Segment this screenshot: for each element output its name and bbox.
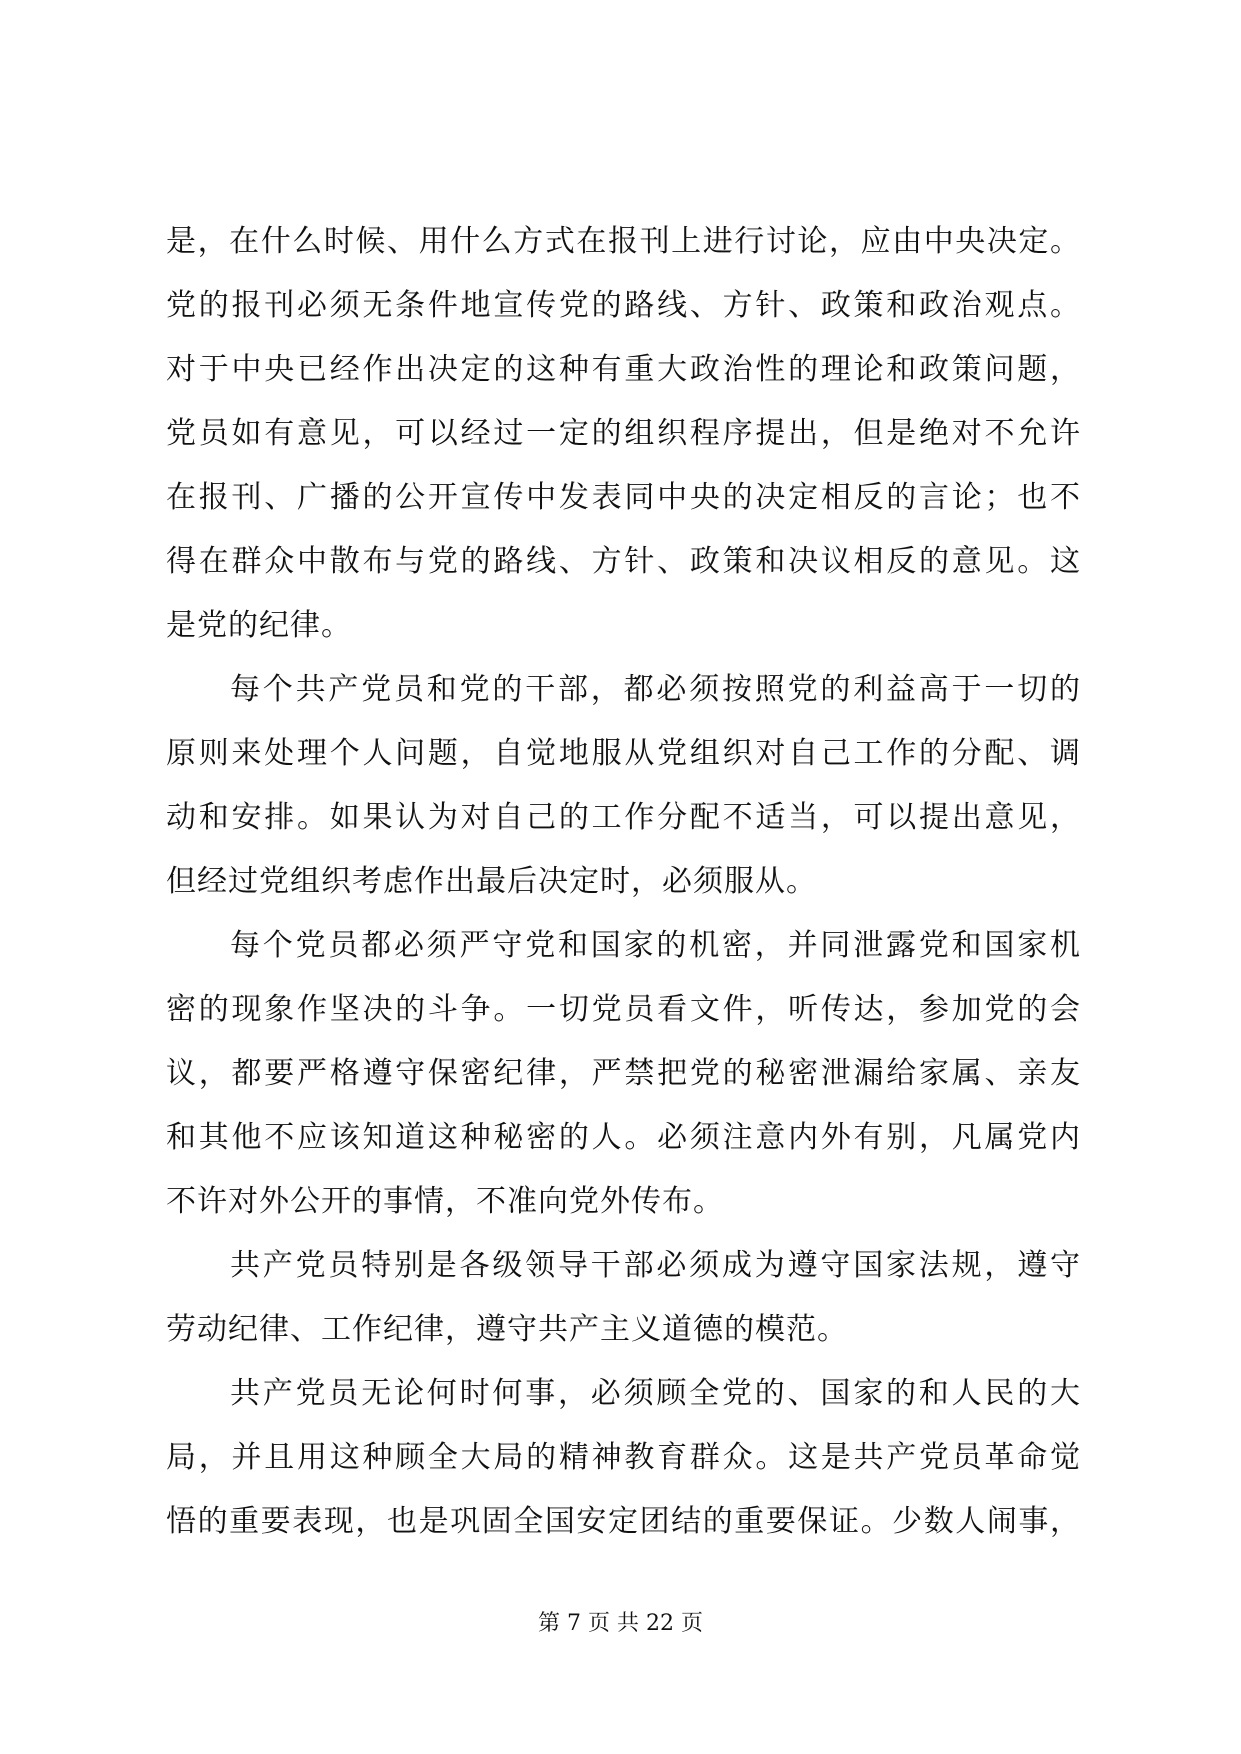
text-line: 和其他不应该知道这种秘密的人。必须注意内外有别，凡属党内 xyxy=(166,1120,1081,1155)
paragraph xyxy=(166,1362,1081,1554)
text-line: 局，并且用这种顾全大局的精神教育群众。这是共产党员革命觉 xyxy=(166,1440,1081,1475)
text-line: 劳动纪律、工作纪律，遵守共产主义道德的模范。 xyxy=(166,1312,848,1347)
text-line: 对于中央已经作出决定的这种有重大政治性的理论和政策问题， xyxy=(166,352,1081,387)
text-line: 党员如有意见，可以经过一定的组织程序提出，但是绝对不允许 xyxy=(166,416,1081,451)
paragraph xyxy=(166,210,1081,658)
paragraph xyxy=(166,914,1081,1234)
text-line: 议，都要严格遵守保密纪律，严禁把党的秘密泄漏给家属、亲友 xyxy=(166,1056,1081,1091)
text-line: 是党的纪律。 xyxy=(166,608,352,643)
text-line: 每个党员都必须严守党和国家的机密，并同泄露党和国家机 xyxy=(230,928,1081,963)
text-line: 在报刊、广播的公开宣传中发表同中央的决定相反的言论；也不 xyxy=(166,480,1081,515)
text-line: 共产党员特别是各级领导干部必须成为遵守国家法规，遵守 xyxy=(230,1248,1081,1283)
text-line: 动和安排。如果认为对自己的工作分配不适当，可以提出意见， xyxy=(166,800,1081,835)
text-line: 密的现象作坚决的斗争。一切党员看文件，听传达，参加党的会 xyxy=(166,992,1081,1027)
text-line: 党的报刊必须无条件地宣传党的路线、方针、政策和政治观点。 xyxy=(166,288,1081,323)
text-line: 但经过党组织考虑作出最后决定时，必须服从。 xyxy=(166,864,817,899)
text-line: 是，在什么时候、用什么方式在报刊上进行讨论，应由中央决定。 xyxy=(166,224,1081,259)
text-line: 每个共产党员和党的干部，都必须按照党的利益高于一切的 xyxy=(230,672,1081,707)
page-number-footer: 第 7 页 共 22 页 xyxy=(538,1611,703,1636)
document-body xyxy=(166,210,1081,1554)
paragraph xyxy=(166,1234,1081,1362)
text-line: 原则来处理个人问题，自觉地服从党组织对自己工作的分配、调 xyxy=(166,736,1081,771)
text-line: 得在群众中散布与党的路线、方针、政策和决议相反的意见。这 xyxy=(166,544,1081,579)
text-line: 悟的重要表现，也是巩固全国安定团结的重要保证。少数人闹事， xyxy=(166,1504,1081,1539)
text-line: 共产党员无论何时何事，必须顾全党的、国家的和人民的大 xyxy=(230,1376,1081,1411)
paragraph xyxy=(166,658,1081,914)
text-line: 不许对外公开的事情，不准向党外传布。 xyxy=(166,1184,724,1219)
